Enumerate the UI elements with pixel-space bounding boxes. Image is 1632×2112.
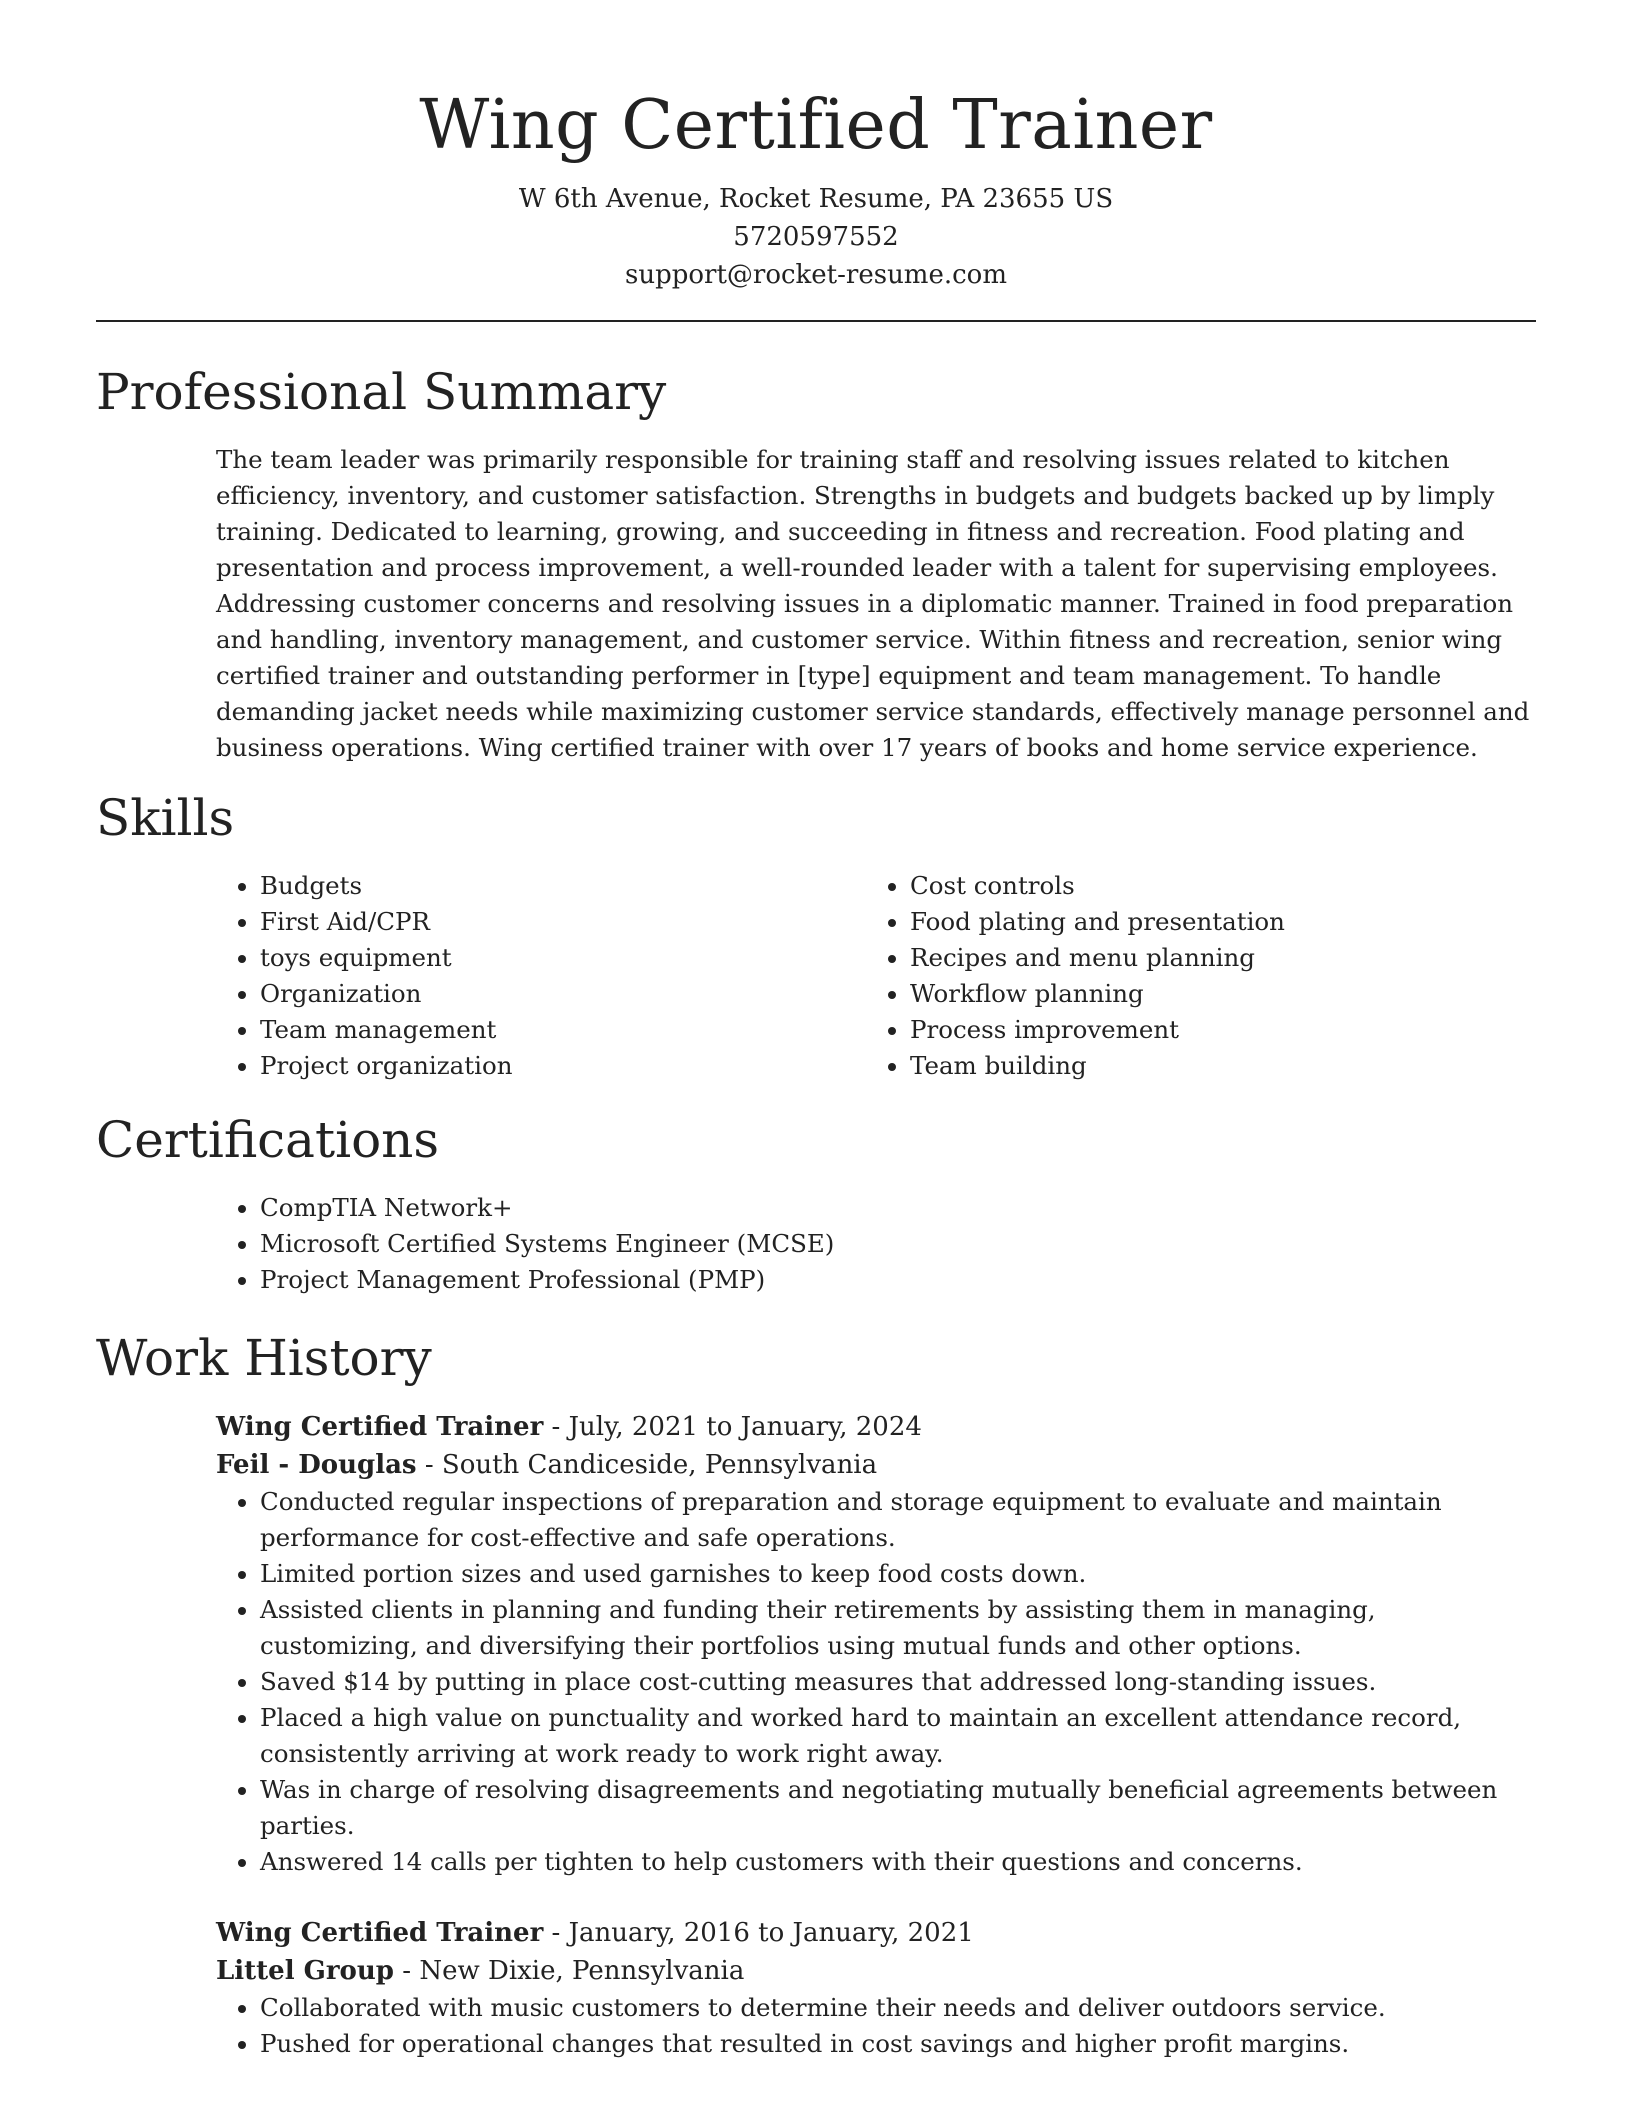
job-title-line: Wing Certified Trainer - January, 2016 to January, 2021	[216, 1918, 974, 1948]
skills-list-left	[216, 868, 866, 1084]
summary-heading: Professional Summary	[96, 363, 667, 421]
job-entry	[216, 1914, 1536, 2062]
skills-column-left	[216, 868, 866, 1084]
skills-list-right	[866, 868, 1516, 1084]
skills-section	[96, 788, 1536, 1084]
skill-item: • Project organization	[260, 1048, 866, 1084]
skill-item: • Food plating and presentation	[910, 904, 1516, 940]
job-bullet: • Placed a high value on punctuality and worked hard to maintain an excellent attendance record, consistently arriving at work ready to work right away.	[260, 1700, 1536, 1772]
job-company-line: Littel Group - New Dixie, Pennsylvania	[216, 1956, 745, 1986]
phone-text: 5720597552	[733, 222, 899, 252]
resume-page	[96, 0, 1536, 2062]
skill-item: • Team building	[910, 1048, 1516, 1084]
certifications-list-wrap	[216, 1190, 1536, 1298]
job-company: Littel Group	[216, 1956, 394, 1986]
job-bullet: • Pushed for operational changes that resulted in cost savings and higher profit margins.	[260, 2026, 1536, 2062]
job-bullet: • Collaborated with music customers to determine their needs and deliver outdoors service.	[260, 1990, 1536, 2026]
skills-heading: Skills	[96, 789, 235, 847]
job-bullets	[216, 1990, 1536, 2062]
job-bullet: • Limited portion sizes and used garnishes to keep food costs down.	[260, 1556, 1536, 1592]
job-entry	[216, 1408, 1536, 1880]
job-bullet: • Conducted regular inspections of preparation and storage equipment to evaluate and maintain performance for cost-effective and safe operations.	[260, 1484, 1536, 1556]
job-bullet: • Answered 14 calls per tighten to help customers with their questions and concerns.	[260, 1844, 1536, 1880]
summary-text: The team leader was primarily responsible for training staff and resolving issues related to kitchen efficiency, inventory, and customer satisfaction. Strengths in budgets and budgets backed up by limply training. Dedicated to learning, growing, and succeeding in fitness and recreation. Food plating and presentation and process improvement, a well-rounded leader with a talent for supervising employees. Addressing customer concerns and resolving issues in a diplomatic manner. Trained in food preparation and handling, inventory management, and customer service. Within fitness and recreation, senior wing certified trainer and outstanding performer in [type] equipment and team management. To handle demanding jacket needs while maximizing customer service standards, effectively manage personnel and business operations. Wing certified trainer with over 17 years of books and home service experience.	[216, 445, 1530, 762]
certification-item: • CompTIA Network+	[260, 1190, 1536, 1226]
job-location: South Candiceside, Pennsylvania	[441, 1450, 878, 1480]
skill-item: • Team management	[260, 1012, 866, 1048]
job-company: Feil - Douglas	[216, 1450, 417, 1480]
skill-item: • Recipes and menu planning	[910, 940, 1516, 976]
job-location: New Dixie, Pennsylvania	[419, 1956, 745, 1986]
skill-item: • Organization	[260, 976, 866, 1012]
skills-grid	[216, 868, 1536, 1084]
certification-item: • Microsoft Certified Systems Engineer (MCSE)	[260, 1226, 1536, 1262]
certifications-heading: Certifications	[96, 1111, 440, 1169]
job-role: Wing Certified Trainer	[216, 1412, 544, 1442]
skill-item: • Workflow planning	[910, 976, 1516, 1012]
certifications-section	[96, 1110, 1536, 1298]
certification-item: • Project Management Professional (PMP)	[260, 1262, 1536, 1298]
job-bullet: • Was in charge of resolving disagreements and negotiating mutually beneficial agreements between parties.	[260, 1772, 1536, 1844]
summary-section	[96, 362, 1536, 766]
work-history-heading: Work History	[96, 1329, 432, 1387]
skills-column-right	[866, 868, 1516, 1084]
header-divider	[96, 320, 1536, 322]
job-company-line: Feil - Douglas - South Candiceside, Pennsylvania	[216, 1450, 878, 1480]
contact-block	[96, 180, 1536, 294]
address-text: W 6th Avenue, Rocket Resume, PA 23655 US	[518, 184, 1114, 214]
skill-item: • First Aid/CPR	[260, 904, 866, 940]
job-bullets	[216, 1484, 1536, 1880]
skill-item: • Cost controls	[910, 868, 1516, 904]
candidate-name: Wing Certified Trainer	[419, 86, 1213, 165]
skill-item: • Budgets	[260, 868, 866, 904]
work-history-section	[96, 1328, 1536, 2062]
skill-item: • toys equipment	[260, 940, 866, 976]
email-text: support@rocket-resume.com	[624, 260, 1007, 290]
resume-header	[96, 86, 1536, 322]
job-dates: July, 2021 to January, 2024	[568, 1412, 922, 1442]
job-title-line: Wing Certified Trainer - July, 2021 to January, 2024	[216, 1412, 922, 1442]
job-bullet: • Assisted clients in planning and funding their retirements by assisting them in managing, customizing, and diversifying their portfolios using mutual funds and other options.	[260, 1592, 1536, 1664]
job-role: Wing Certified Trainer	[216, 1918, 544, 1948]
job-bullet: • Saved $14 by putting in place cost-cutting measures that addressed long-standing issues.	[260, 1664, 1536, 1700]
certifications-list	[216, 1190, 1536, 1298]
job-dates: January, 2016 to January, 2021	[568, 1918, 974, 1948]
skill-item: • Process improvement	[910, 1012, 1516, 1048]
